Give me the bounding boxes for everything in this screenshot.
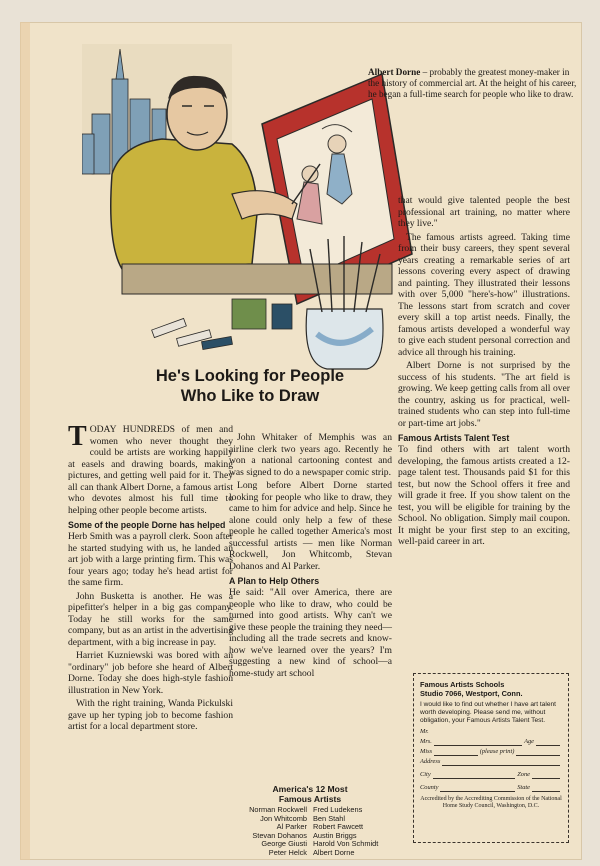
- headline-line1: He's Looking for People: [155, 367, 345, 385]
- artist-name: Al Parker: [276, 822, 307, 832]
- artist-name: Norman Rockwell: [249, 805, 307, 814]
- artists-grid: [230, 806, 390, 858]
- paragraph: that would give talented people the best professional art training, no matter where they live.": [398, 195, 570, 229]
- page-title: [80, 366, 420, 406]
- artist-name: Jon Whitcomb: [260, 813, 307, 823]
- section-heading-talent-test: Famous Artists Talent Test: [398, 433, 510, 443]
- illustration-caption: [368, 67, 578, 100]
- caption-text: – probably the greatest money-maker in the history of commercial art. At the height of his career, he began a full-time search for people who like to draw.: [368, 67, 577, 99]
- artist-name: Austin Briggs: [313, 830, 357, 840]
- artist-name: Robert Fawcett: [313, 822, 364, 832]
- coupon-title: Famous Artists Schools Studio 7066, Westport, Conn.: [420, 680, 523, 698]
- accreditation-note: Accredited by the Accrediting Commission of the National Home Study Council, Washington, D.C.: [420, 796, 562, 809]
- coupon-body: I would like to find out whether I have art talent worth developing. Please send me, without obligation, your Famous Artists Talent Test.: [420, 701, 556, 724]
- article-column-2: [229, 432, 392, 681]
- paragraph: John Whitaker of Memphis was an airline clerk two years ago. Recently he won a national cartooning contest and was signed to do a newspaper comic strip.: [229, 432, 392, 478]
- paragraph: He said: "All over America, there are people who like to draw, who could be turned into good artists. Why can't we give these people the training they need—including all the trade secrets and know-how we've learned over the years? I'm suggesting a new kind of school—a home-study art school: [229, 587, 392, 679]
- paragraph: John Busketta is another. He was a pipefitter's helper in a big gas company. Today he still works for the same company, but as an artist in the advertising department, with a big increase in pay.: [68, 590, 233, 648]
- paragraph: Harriet Kuzniewski was bored with an "ordinary" job before she heard of Albert Dorne. Today she does high-style fashion illustration in New York.: [68, 650, 233, 696]
- artist-name: Albert Dorne: [313, 847, 355, 857]
- name-field-row-2[interactable]: Mrs. Age: [420, 738, 562, 746]
- name-field[interactable]: Mr.: [420, 728, 429, 735]
- paragraph: Long before Albert Dorne started looking for people who like to draw, they came to him for advice and help. Since he alone could only help a few of these people he called together America's most successful artists — men like Norman Rockwell, Jon Whitcomb, Stevan Dohanos and Al Parker.: [229, 480, 392, 572]
- county-state-field[interactable]: County State: [420, 784, 562, 792]
- famous-artists-list: [230, 784, 390, 858]
- city-zone-field[interactable]: City Zone: [420, 771, 562, 779]
- artist-name: George Giusti: [261, 839, 307, 849]
- paragraph: Herb Smith was a payroll clerk. Soon after he started studying with us, he landed an art job with a large printing firm. This was four years ago; today he's head artist for the same firm.: [68, 531, 233, 588]
- mail-coupon[interactable]: [413, 673, 569, 843]
- magazine-page: [20, 22, 582, 860]
- artist-name: Harold Von Schmidt: [313, 839, 379, 849]
- headline-line2: Who Like to Draw: [180, 387, 320, 405]
- artist-name: Peter Helck: [268, 847, 307, 857]
- artist-name: Fred Ludekens: [313, 805, 363, 814]
- paragraph: With the right training, Wanda Pickulski gave up her typing job to become fashion artist for a local department store.: [68, 698, 233, 732]
- section-heading-plan: A Plan to Help Others: [229, 576, 320, 586]
- caption-name: Albert Dorne: [368, 67, 421, 77]
- artists-title: America's 12 Most Famous Artists: [272, 784, 348, 804]
- artist-name: Stevan Dohanos: [252, 830, 307, 840]
- intro-paragraph: TODAY HUNDREDS of men and women who never thought they could be artists are working happily at easels and drawing boards, making pictures, and getting well paid for it. They all can thank Albert Dorne, a famous artist who devotes almost his full time to helping other people become artists.: [68, 421, 233, 516]
- address-field[interactable]: Address: [420, 758, 562, 766]
- article-column-3: [398, 195, 570, 550]
- paragraph: To find others with art talent worth developing, the famous artists created a 12-page talent test. Thousands paid $1 for this test, but now the School offers it free and will grade it free. If you show talent on the test, you will be eligible for training by the School. No obligation. Simply mail coupon. It might be your first step to an exciting, well-paid career in art.: [398, 444, 570, 547]
- paragraph: The famous artists agreed. Taking time from their busy careers, they spent several years creating a remarkable series of art lessons covering every aspect of drawing and painting. They illustrated their lessons with over 5,000 "here's-how" illustrations. The lessons start from scratch and cover every skill a top artist needs. Finally, the famous artists developed a wonderful way to give each student personal correction and advice all through his training.: [398, 231, 570, 358]
- name-field-row-3[interactable]: Miss (please print): [420, 748, 562, 756]
- section-heading-helped: Some of the people Dorne has helped: [68, 520, 226, 530]
- drop-cap: T: [68, 421, 87, 452]
- artist-name: Ben Stahl: [313, 813, 346, 823]
- article-column-1: [68, 421, 233, 735]
- paragraph: Albert Dorne is not surprised by the success of his students. "The art field is growing. We keep getting calls from all over the country, asking us for practical, well-trained students who can step into full-time or part-time art jobs.": [398, 360, 570, 429]
